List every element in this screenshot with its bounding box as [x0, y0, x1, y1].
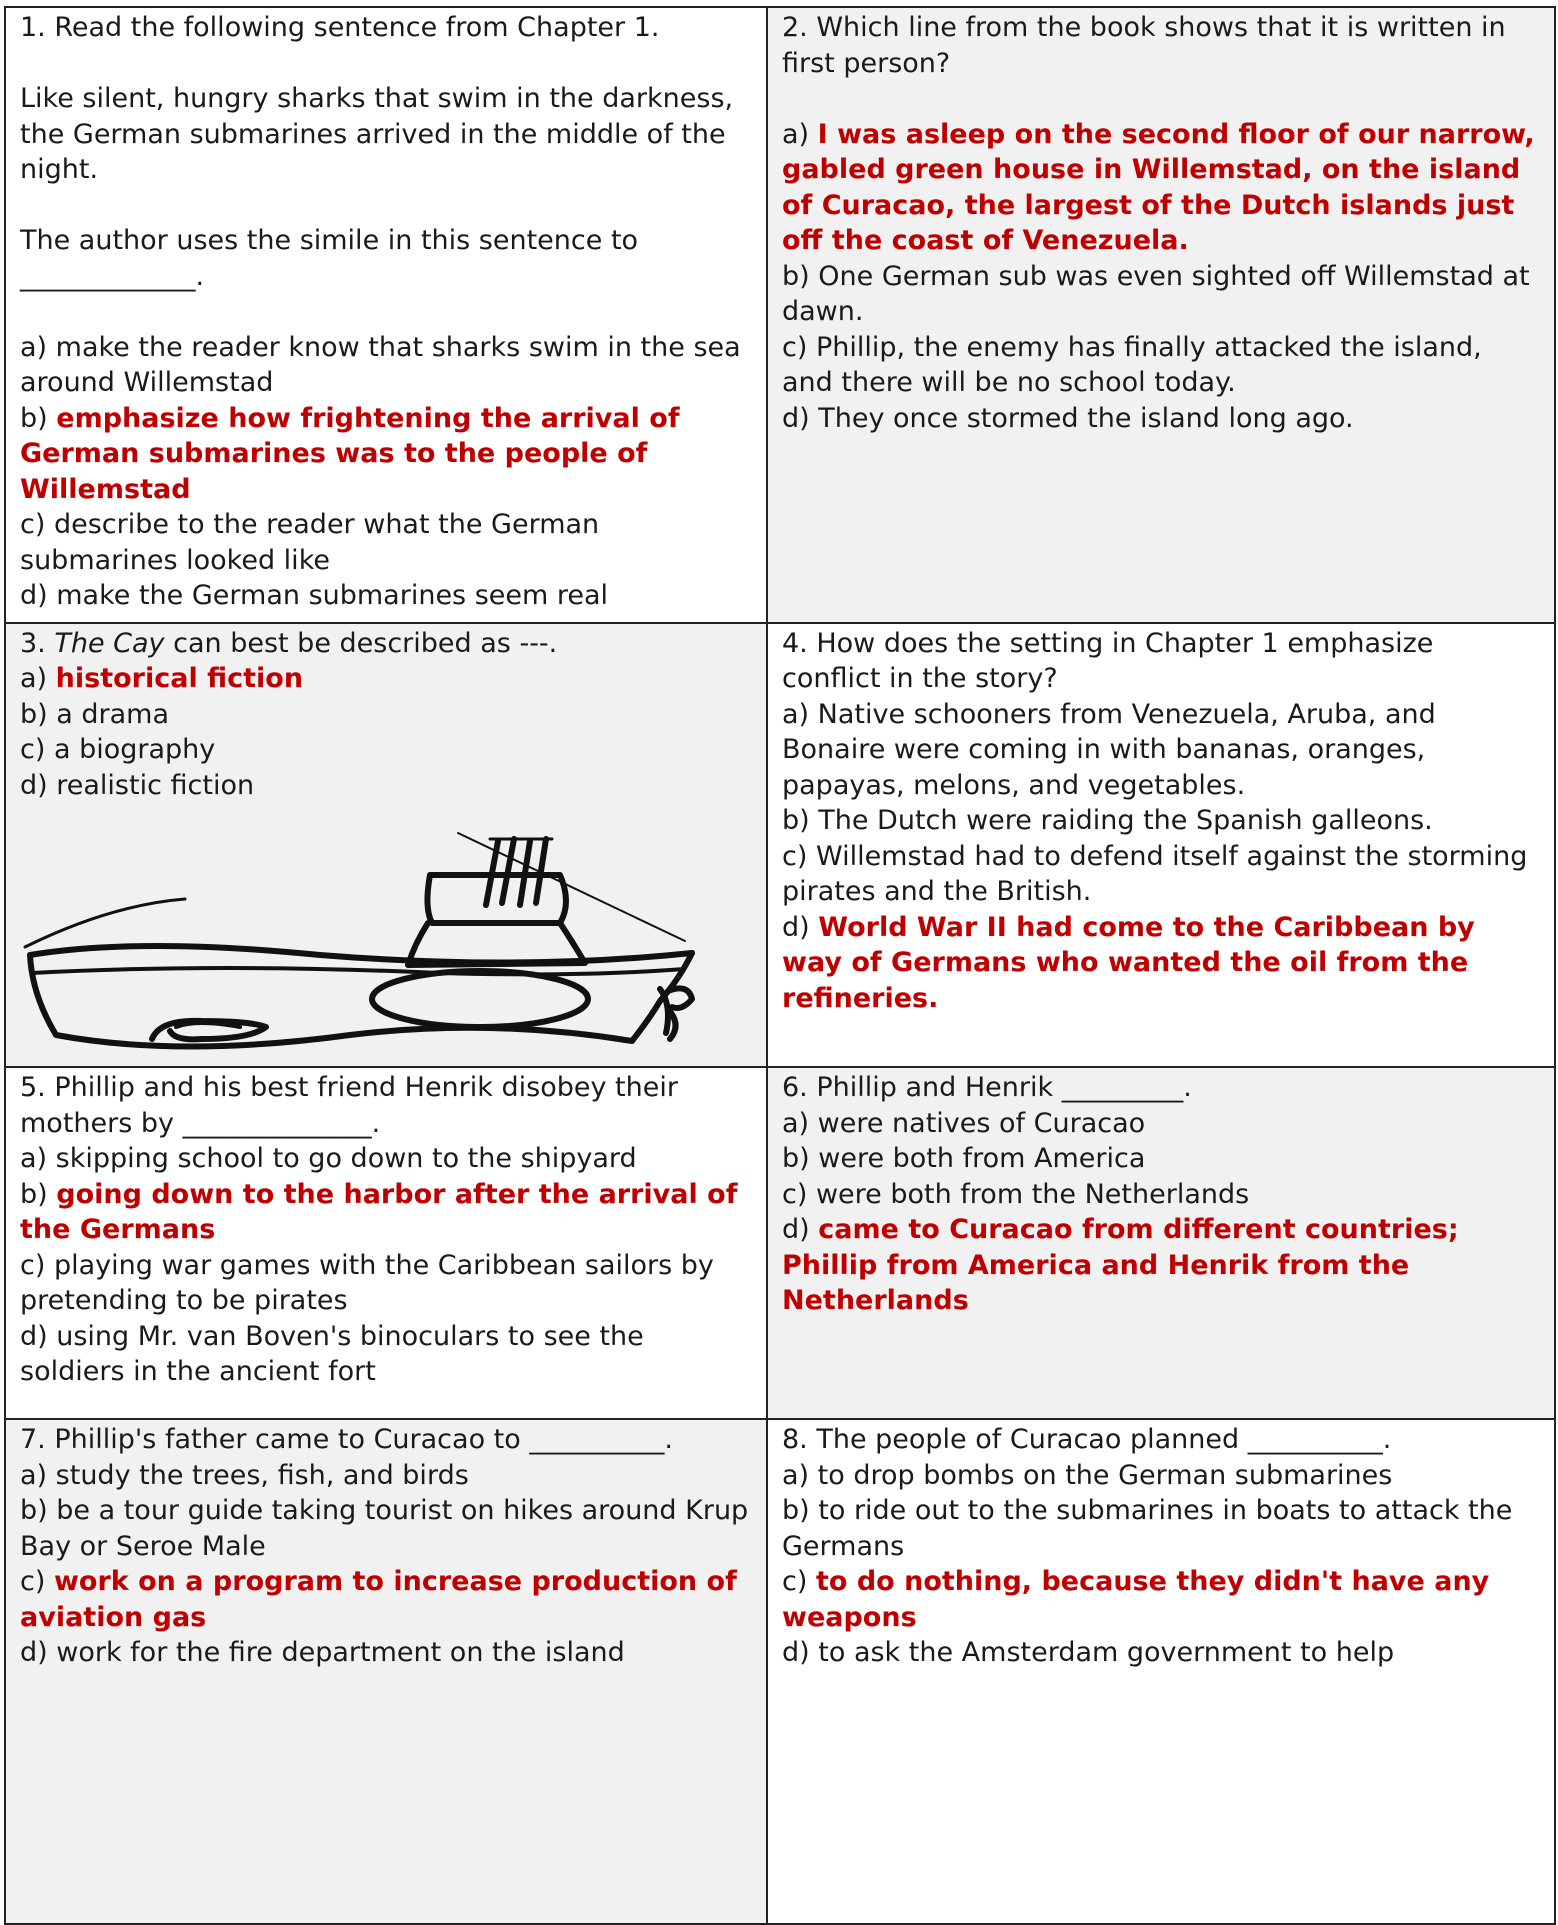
q3-option-d: d) realistic fiction: [20, 769, 255, 801]
q4-option-b: b) The Dutch were raiding the Spanish galleons.: [782, 805, 1433, 836]
question-2-cell: [767, 7, 1555, 623]
q7-option-b: b) be a tour guide taking tourist on hikes around Krup Bay or Seroe Male: [20, 1495, 749, 1562]
q1-option-c: c) describe to the reader what the German submarines looked like: [20, 509, 600, 576]
q6-stem: 6. Phillip and Henrik _________.: [782, 1072, 1192, 1103]
q4-stem: 4. How does the setting in Chapter 1 emphasize conflict in the story?: [782, 627, 1434, 694]
q3-stem: 3. The Cay can best be described as ---.: [20, 627, 558, 659]
q7-stem: 7. Phillip's father came to Curacao to __________.: [20, 1424, 673, 1455]
q4-option-a: a) Native schooners from Venezuela, Aruba, and Bonaire were coming in with bananas, oranges, papayas, melons, and vegetables.: [782, 698, 1436, 801]
q5-stem: 5. Phillip and his best friend Henrik disobey their mothers by ______________.: [20, 1072, 678, 1139]
q6-correct-answer: came to Curacao from different countries; Phillip from America and Henrik from the Netherlands: [782, 1214, 1459, 1316]
q6-option-a: a) were natives of Curacao: [782, 1107, 1146, 1139]
q3-option-c: c) a biography: [20, 734, 216, 765]
q5-option-a: a) skipping school to go down to the shipyard: [20, 1143, 637, 1174]
boat-illustration: [20, 813, 720, 1058]
question-7-cell: [5, 1419, 767, 1924]
q7-option-d: d) work for the fire department on the island: [20, 1637, 625, 1668]
q2-correct-answer: I was asleep on the second floor of our narrow, gabled green house in Willemstad, on the island of Curacao, the largest of the Dutch islands just off the coast of Venezuela.: [782, 118, 1535, 256]
question-3-cell: [5, 623, 767, 1068]
q5-correct-answer: going down to the harbor after the arrival of the Germans: [20, 1178, 738, 1245]
q1-option-b: b) emphasize how frightening the arrival of German submarines was to the people of Willemstad: [20, 402, 680, 505]
q3-option-b: b) a drama: [20, 698, 170, 730]
q4-option-c: c) Willemstad had to defend itself against the storming pirates and the British.: [782, 840, 1528, 907]
q7-option-c: c) work on a program to increase production of aviation gas: [20, 1566, 737, 1633]
question-1-cell: [5, 7, 767, 623]
q8-option-d: d) to ask the Amsterdam government to help: [782, 1637, 1395, 1668]
q8-option-a: a) to drop bombs on the German submarines: [782, 1459, 1393, 1491]
quiz-grid: [4, 6, 1556, 1925]
q1-correct-answer: emphasize how frightening the arrival of German submarines was to the people of Willemstad: [20, 402, 680, 505]
q3-correct-answer: historical fiction: [55, 663, 304, 694]
q3-option-a: a) historical fiction: [20, 663, 304, 694]
q5-option-d: d) using Mr. van Boven's binoculars to see the soldiers in the ancient fort: [20, 1320, 644, 1387]
question-8-cell: [767, 1419, 1555, 1924]
q5-option-b: b) going down to the harbor after the arrival of the Germans: [20, 1178, 738, 1245]
q6-option-c: c) were both from the Netherlands: [782, 1178, 1250, 1210]
q1-quote: Like silent, hungry sharks that swim in the darkness, the German submarines arrived in the middle of the night.: [20, 83, 734, 185]
q1-option-a: a) make the reader know that sharks swim in the sea around Willemstad: [20, 331, 741, 398]
q3-book-title: The Cay: [54, 627, 165, 659]
q6-option-d: d) came to Curacao from different countries; Phillip from America and Henrik from the Netherlands: [782, 1214, 1459, 1316]
q2-option-d: d) They once stormed the island long ago.: [782, 402, 1354, 434]
q5-option-c: c) playing war games with the Caribbean sailors by pretending to be pirates: [20, 1249, 714, 1316]
q7-option-a: a) study the trees, fish, and birds: [20, 1459, 469, 1491]
q7-correct-answer: work on a program to increase production of aviation gas: [20, 1566, 737, 1633]
q1-stem: 1. Read the following sentence from Chapter 1.: [20, 12, 660, 43]
question-6-cell: [767, 1067, 1555, 1419]
q2-option-a: a) I was asleep on the second floor of our narrow, gabled green house in Willemstad, on the island of Curacao, the largest of the Dutch islands just off the coast of Venezuela.: [782, 118, 1535, 256]
q2-option-c: c) Phillip, the enemy has finally attacked the island, and there will be no school today.: [782, 331, 1482, 398]
q2-stem: 2. Which line from the book shows that it is written in first person?: [782, 12, 1506, 79]
q8-option-b: b) to ride out to the submarines in boats to attack the Germans: [782, 1495, 1513, 1562]
question-5-cell: [5, 1067, 767, 1419]
q2-option-b: b) One German sub was even sighted off Willemstad at dawn.: [782, 260, 1530, 327]
q8-correct-answer: to do nothing, because they didn't have any weapons: [782, 1566, 1490, 1633]
q1-prompt: The author uses the simile in this sentence to _____________.: [20, 225, 639, 292]
q8-option-c: c) to do nothing, because they didn't have any weapons: [782, 1566, 1490, 1633]
q4-option-d: d) World War II had come to the Caribbean by way of Germans who wanted the oil from the refineries.: [782, 911, 1475, 1014]
q1-option-d: d) make the German submarines seem real: [20, 580, 609, 611]
q6-option-b: b) were both from America: [782, 1143, 1146, 1174]
q4-correct-answer: World War II had come to the Caribbean by way of Germans who wanted the oil from the refineries.: [782, 911, 1475, 1014]
question-4-cell: [767, 623, 1555, 1068]
q8-stem: 8. The people of Curacao planned __________.: [782, 1424, 1392, 1455]
